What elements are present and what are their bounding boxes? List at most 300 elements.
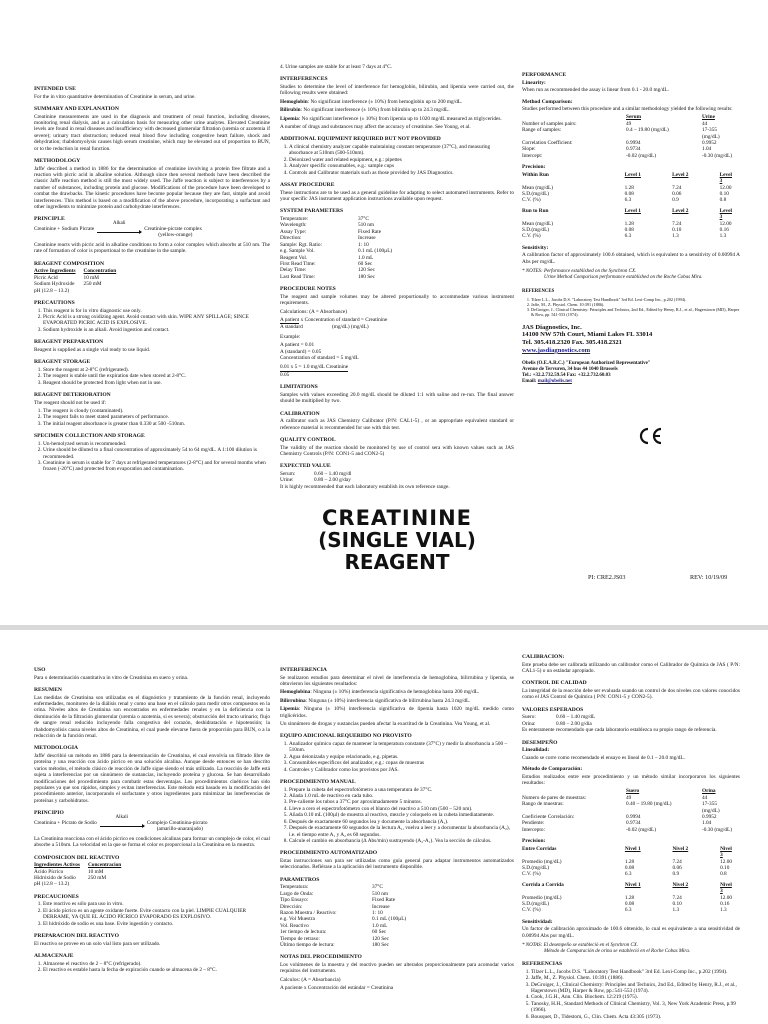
table-cell: 0.9952	[702, 140, 717, 147]
parameter-label: 1er tiempo de lectura:	[280, 929, 327, 936]
table-cell: Promedio (mg/dL)	[522, 858, 562, 865]
list-item: 1. Analizador químico capaz de mantener la temperatura constante (37°C) y medir la absorbancia a 500 – 510nm.	[289, 741, 514, 754]
table-cell: 7.24	[672, 894, 682, 901]
assay-procedure-heading: ASSAY PROCEDURE	[280, 182, 335, 189]
table-row	[522, 127, 740, 140]
parameter-label: e.g. Vol Muestra	[280, 916, 315, 923]
reagent-concentration	[84, 288, 125, 294]
expected-note: It is highly recommended that each laboratory establish its own reference range.	[280, 483, 450, 490]
lipemia-interference	[280, 116, 514, 122]
list-item: 2. Agua deionizada y equipo relacionado, e.g. pipetas.	[289, 754, 514, 760]
list-item: 2. Urine should be diluted to a final concentration of approximately 54 to 64 mg/dL. A 1:100 dilution is recommended.	[43, 447, 270, 460]
reagent-preparation-heading: REAGENT PREPARATION	[34, 339, 104, 346]
performance-notes	[522, 269, 740, 281]
list-item: 4. Lleve a cero el espectrofotómetro con el blanco del reactivo a 510 nm (500 – 520 nm).	[289, 806, 514, 812]
list-item: 5. Añada 0.10 mL (100µl) de muestra al reactivo, mezcle y coloquelo en la cubeta inmediatamente.	[289, 812, 514, 818]
list-item: 1. Almacene el reactivo de 2 – 8°C (refrigerado).	[43, 961, 270, 967]
list-item: 3. Reagent should be protected from light when not in use.	[43, 380, 270, 386]
table-cell: 0.9	[672, 197, 679, 204]
precautions-heading: PRECAUTIONS	[34, 299, 75, 306]
calculation-formula	[280, 317, 514, 331]
example-calc-denominator: 0.05	[280, 371, 290, 378]
table-cell: 7.24	[672, 220, 682, 227]
table-cell: 0.10	[720, 865, 730, 871]
list-item: 7. Después de exactamente 60 segundos de la lectura A₁, vuelva a leer y a documentar la absorbancia (A₂), i.e. el tiempo entre A₁ y A₂ es 60 segundos.	[289, 825, 514, 838]
parameter-value: 37°C	[358, 216, 369, 223]
performance-heading: PERFORMANCE	[522, 72, 567, 78]
reagent-preparation-text: Reagent is supplied as a single vial ready to use liquid.	[34, 346, 151, 353]
list-item: 4. Controls and Calibrator materials such as those provided by JAS Diagnostics.	[289, 170, 514, 176]
example-calc-numerator: 0.01 x 5 = 1.0 mg/dL Creatinine	[280, 364, 349, 371]
list-item: 6. Después de exactamente 60 segundos lea y documente la absorbancia (A₁).	[289, 819, 514, 825]
reagent-concentration: 250 mM	[87, 874, 107, 881]
table-cell: 6.3	[624, 197, 632, 204]
valores-value: 0.80 – 2.00 g/día	[556, 720, 592, 727]
sensitividad-heading: Sensitividad:	[522, 918, 553, 925]
table-row	[522, 871, 740, 877]
english-column-1	[34, 86, 270, 606]
automatizado-heading: PROCEDIMIENTO AUTOMATIZADO	[280, 850, 378, 857]
list-item: 2. El reactivo es estable hasta la fecha de expiración cuando se almacena de 2 – 8°C.	[43, 967, 270, 973]
parameter-value: 37°C	[372, 884, 383, 891]
english-column-2	[280, 64, 514, 564]
reagent-concentration: 10 mM	[87, 868, 104, 875]
company-name: JAS Diagnostics, Inc.	[522, 323, 582, 331]
table-row	[34, 881, 129, 887]
procedure-notes-heading: PROCEDURE NOTES	[280, 286, 336, 293]
table-cell: 44	[702, 120, 708, 127]
parameter-label: Sample: Rgt. Ratio:	[280, 241, 322, 248]
table-cell: 0.16	[720, 901, 730, 908]
list-item: 3. Consumibles específicos del analizador, e.g.: copas de muestras	[289, 760, 514, 766]
precision-heading: Precision:	[522, 164, 546, 171]
resumen-text: Las medidas de Creatinina son utilizadas en el diagnóstico y tratamiento de la función renal, incluyendo enfermedades, monitoreo de la diálisis renal y como una base en el cálculo para medir otros compuestos en la orina. Niveles altos de Creatinina son encontrados en enfermedades renales y en la deficiencia con la disminución de la filtración glomerular (uremia o azotemia, si es severa); obstrucción del tracto urinario; flujo de sangre renal reducido incluyendo falla congestiva del corazón, deshidratación e hipotensión; la rhabdomyolisis causa niveles altos de Creatinina, el cual puede elevarse fuera de proporción para BUN, o a la reducción de la función renal.	[34, 694, 270, 740]
list-item: 6. Bousquet, D., Tidestom, G., Clin. Chem. Acta 43:305 (1973).	[531, 1014, 740, 1020]
limitations-text: Samples with values exceeding 20.0 mg/dL should be diluted 1:1 with saline and re-run. The final answer should be multiplied by two.	[280, 391, 514, 405]
note-line: * NOTAS: El desempeño se estableció en el Synchron CX.	[522, 943, 639, 949]
valores-note: Es enteramente recomendado que cada laboratorio establezca su propio rango de referencia.	[522, 727, 717, 734]
principio-heading: PRINCIPIO	[34, 810, 64, 817]
table-cell: 1.04	[702, 820, 712, 827]
parameter-value: 1.0 mL	[358, 254, 374, 261]
table-row	[522, 153, 740, 159]
reaction-equation	[34, 221, 270, 239]
system-parameters	[280, 216, 514, 280]
within-run-header: Within Run	[522, 171, 549, 178]
formula-denominator-right: (mg/dL) (mg/dL)	[331, 324, 369, 331]
quality-control-text: The validity of the reaction should be monitored by use of control sera with known values such as JAS Chemistry Controls (P/N: CON1-5 and CON2-5)	[280, 444, 514, 457]
parameter-value: Increase	[372, 903, 390, 910]
level-header: Level 2	[672, 171, 689, 178]
column-header-orina: Orina	[702, 788, 716, 795]
product-title-line-1: CREATININE	[322, 506, 472, 530]
ec-rep-email-link[interactable]: mail@obelis.net	[537, 378, 572, 384]
table-row	[522, 233, 740, 239]
control-calidad-heading: CONTROL DE CALIDAD	[522, 680, 587, 687]
table-cell: 0.9952	[702, 814, 717, 821]
reaction-catalyst: Alkali	[112, 221, 126, 227]
product-title	[282, 508, 512, 573]
reagent-concentration	[88, 881, 129, 887]
interferences-more: A number of drugs and substances may affect the accuracy of creatinine. See Young, et al.	[280, 124, 471, 131]
ingredientes-header: Ingredientes Activos	[34, 862, 80, 869]
method-comparison-heading: Method Comparison:	[522, 98, 573, 105]
table-cell: 0.9994	[626, 140, 641, 147]
reaction-reactants: Creatinine + Sodium Picrate	[34, 226, 95, 233]
procedure-notes-text: The reagent and sample volumes may be altered proportionally to accommodate various instrument requirements.	[280, 293, 514, 307]
assay-procedure-text: These instructions are to be used as a general guideline for adapting to select automated instruments. Refer to your specific JAS instrument application instructions available upon request.	[280, 189, 514, 203]
list-item: 1. This reagent is for in vitro diagnostic use only.	[43, 308, 270, 314]
level-header: Level 3	[719, 171, 732, 185]
references-list	[522, 297, 740, 318]
table-cell: S.D.(mg/dL)	[522, 190, 550, 197]
principle-text: Creatinine reacts with picric acid in alkaline conditions to form a color complex which absorbs at 510 nm. The rate of formation of color is proportional to the creatinine in the sample.	[34, 241, 270, 255]
intended-use-text: For the in vitro quantitative determination of Creatinine in serum, and urine.	[34, 93, 196, 100]
list-item: 3. El hidróxido de sodio es una base. Evite ingestión y contacto.	[43, 921, 270, 927]
resumen-heading: RESUMEN	[34, 687, 62, 693]
parameter-label: First Read Time:	[280, 260, 316, 267]
reagent-concentration: 250 mM	[83, 281, 102, 288]
table-cell: 1.28	[624, 858, 635, 865]
table-cell: 0.08	[624, 901, 635, 908]
list-item: 1. Tilzer L.L., Jacobs D.S. "Laboratory Test Handbook" 3rd Ed. Lexi-Comp Inc., p.202 (1994).	[531, 969, 740, 975]
parameter-value: 0.1 mL (100µL)	[358, 248, 393, 255]
hemoglobina-interference	[280, 689, 514, 695]
table-cell: Intercept:	[522, 152, 543, 159]
notas-heading: NOTAS DEL PROCEDIMIENTO	[280, 954, 362, 961]
table-cell: 1.3	[719, 233, 727, 240]
preparacion-text: El reactivo se provee en un solo vial listo para ser utilizado.	[34, 940, 161, 947]
corrida-a-corrida-table	[522, 882, 740, 914]
spanish-column-2	[280, 667, 514, 1024]
level-header: Nivel 1	[624, 881, 641, 888]
example-calculation	[280, 364, 514, 378]
parameter-value: 1: 10	[358, 241, 369, 248]
parameter-label: Reagent Vol.	[280, 254, 308, 261]
lipemia-label: Lipemia	[280, 706, 299, 713]
list-item: 2. The reagent fails to meet stated parameters of performance.	[43, 414, 270, 420]
expected-row	[280, 477, 420, 483]
preparacion-heading: PREPARACION DEL REACTIVO	[34, 932, 119, 939]
level-header: Level 3	[719, 207, 732, 221]
table-cell: 12.00	[720, 894, 732, 901]
table-row	[34, 288, 124, 294]
website-link[interactable]: www.jasdiagnostics.com	[522, 346, 591, 354]
list-item: 1. Store the reagent at 2-8°C (refrigerated).	[43, 367, 270, 373]
within-run-table	[522, 172, 740, 204]
parameter-label: Last Read Time:	[280, 273, 316, 280]
parameter-value: 510 nm	[358, 222, 375, 229]
hemoglobin-interference	[280, 99, 514, 105]
formula-numerator: A patient	[280, 316, 300, 323]
parameter-value: 1: 10	[372, 909, 383, 916]
valores-value: 0.60 – 1.40 mg/dL	[556, 714, 596, 721]
column-header-urine: Urine	[702, 114, 715, 121]
list-item: 4. Controles y Calibrador como los provistos por JAS.	[289, 767, 514, 773]
expected-label: Urine:	[280, 477, 294, 484]
system-parameters-heading: SYSTEM PARAMETERS	[280, 208, 344, 215]
calculos-formula: A paciente x Concentración del estándar = Creatinina	[280, 985, 394, 992]
active-ingredients-header: Active Ingredients	[34, 268, 76, 275]
table-cell: -0.02 (mg/dL)	[626, 826, 657, 833]
table-cell: 0.9734	[626, 820, 641, 827]
column-header-serum: Serum	[626, 114, 642, 121]
product-insert-code: PI: CRE2.JS03	[588, 574, 626, 581]
parameter-label: Temperature:	[280, 216, 309, 223]
note-line: Método de Comparación de orina se estableció en el Roche Cobas Mira.	[544, 949, 691, 955]
calibracion-heading: CALIBRACIÓN:	[522, 654, 565, 660]
table-cell: 0.06	[672, 865, 682, 871]
manual-heading: PROCEDIMIENTO MANUAL	[280, 779, 356, 786]
list-item: 5. Tanosky, H.H., Standard Methods of Clinical Chemistry, Vol. 3, New York Academic Press, p.99 (1966).	[531, 1001, 740, 1014]
parameter-label: Último tiempo de lectura:	[280, 941, 335, 948]
table-cell: 1.04	[702, 146, 712, 153]
spanish-column-3	[522, 654, 740, 1024]
manual-list	[280, 787, 514, 845]
list-item: 2. Jaffe, M., Z. Physiol. Chem. 10:391 (1886).	[531, 302, 740, 307]
parameter-value: 60 Sec	[358, 260, 373, 267]
list-item: 3. Pre-caliente los tubos a 37°C por aproximadamente 5 minutos.	[289, 799, 514, 805]
hemoglobina-label: Hemoglobina	[280, 689, 311, 696]
table-cell: 0.08	[624, 865, 635, 871]
list-item: 1. Prepare la cubeta del espectrofotómetro a una temperatura de 37°C.	[289, 787, 514, 793]
table-cell: 44	[702, 794, 708, 801]
formula-numerator-right: x Concentration of standard = Creatinine	[300, 316, 388, 323]
table-cell: 49	[626, 120, 632, 127]
parameter-label: e.g. Sample Vol.	[280, 248, 315, 255]
example-line: A patient = 0.01	[280, 342, 315, 349]
reagent-concentration: 10 mM	[83, 274, 99, 281]
composicion-table	[34, 862, 129, 888]
linealidad-heading: Linealidad:	[522, 747, 550, 754]
table-cell: Promedio (mg/dL)	[522, 894, 562, 901]
metodologia-text: Jaffe' describió un método en 1886 para la determinación de Creatinina, el cual envolvía un filtrado libre de proteína y una reacción con ácido pícrico en una solución alcalina. Aunque desde entonces se han descrito varios métodos, el método clásico de reacción de Jaffe sigue siendo el más utilizado. La reacción de Jaffe está sujeta a interferencias por un sinnúmero de sustancias, incluyendo proteína y glucosa. Se han desarrollado modificaciones del procedimiento para combatir estas desventajas. Los procedimientos cinéticos han sido populares ya que son rápidos, simples y evitan interferencias. Este método está basado en la modificación del procedimiento anterior, incorporando el surfactante y otros ingredientes para minimizar las interferencias de proteínas y carbohidratos.	[34, 753, 270, 804]
almacenaje-list	[34, 961, 270, 974]
bilirrubina-value: : Ninguna (± 10%) interferencia significativa de bilirrubina hasta 24.3 mg/dL.	[305, 697, 471, 704]
table-cell: 0.9734	[626, 146, 641, 153]
principle-heading: PRINCIPLE	[34, 216, 65, 223]
valores-heading: VALORES ESPERADOS	[522, 706, 584, 713]
level-header: Level 2	[672, 207, 689, 214]
parameter-value: 180 Sec	[372, 941, 389, 948]
table-cell: Coeficiente Correlación:	[522, 814, 575, 821]
equipo-list	[280, 741, 514, 773]
list-item: 2. Deionized water and related equipment, e.g.: pipettes	[289, 157, 514, 163]
hemoglobin-label: Hemoglobin	[280, 98, 308, 105]
equipment-list	[280, 144, 514, 176]
reaction-reactants: Creatinina + Picrato de Sodio	[34, 819, 97, 826]
parameter-label: Dirección:	[280, 903, 303, 910]
valores-label: Suero:	[522, 714, 536, 721]
uso-heading: USO	[34, 667, 46, 673]
table-row	[522, 907, 740, 913]
summary-text: Creatinine measurements are used in the diagnosis and treatment of renal function, including diseases, monitoring renal dialysis, and as a calculation basis for measuring other urine analytes. Elevated Creatinine levels are found in renal diseases and insufficiency with decreased glomerular filtration (uremia or azotemia if severe); urinary tract obstruction; reduced renal blood flow including congestive heart failure, shock and dehydration; rhabdomyolysis causes high serum creatinine, which may be elevated out of proportion to BUN, or to the reduction in renal function.	[34, 113, 270, 152]
corrida-header: Corrida a Corrida	[522, 881, 564, 888]
list-item: 4. Cook, J.G.H., Ann. Clin. Biochem. 12:219 (1975).	[531, 994, 740, 1000]
table-cell: Range of samples:	[522, 127, 562, 134]
parametros	[280, 884, 514, 948]
parameter-label: Vol. Reactivo	[280, 922, 309, 929]
example-values	[280, 342, 514, 361]
expected-value: 0.80 – 2.00 g/day	[314, 477, 351, 484]
interferences-heading: INTERFERENCES	[280, 76, 328, 83]
calibration-text	[280, 418, 514, 431]
table-cell: S.D.(mg/dL)	[522, 227, 550, 233]
reagent-storage-list	[34, 367, 270, 386]
expected-label: Serum:	[280, 471, 296, 477]
formula-denominator: A standard	[280, 324, 303, 331]
table-cell: Numero de pares de muestras:	[522, 794, 587, 801]
parameter-label: Razon Muestra / Reactivo:	[280, 909, 337, 916]
concentration-header: Concentration	[83, 268, 117, 275]
parameter-label: Wavelength:	[280, 222, 307, 229]
note-line: Urine Method Comparison performance established on the Roche Cobas Mira.	[544, 275, 703, 281]
parameter-label: Tipo Ensayo:	[280, 897, 309, 904]
precauciones-heading: PRECAUCIONES	[34, 893, 79, 900]
parameter-label: Temperatura:	[280, 884, 309, 891]
ec-rep-name: Obelis (O.E.A.R.C.) "European Authorized Representative"	[522, 360, 651, 366]
list-item: 3. DeGroiger, J., Clinical Chemistry: Principles and Technics, 2nd Ed., Edited by Henry, R.J., et al., Hagerstown (MD), Harper & Row, pp. 541-553 (1974).	[531, 307, 740, 317]
lipemia-value: : Ninguna (± 10%) interferencia significativa de lipemia hasta 1020 mg/dL medido como triglicéridos.	[280, 706, 514, 719]
table-cell: 0.40 – 19.80 (mg/dL)	[626, 801, 672, 808]
parameter-value: 120 Sec	[372, 935, 389, 942]
ec-rep-phone: Tel.: +32.2.732.59.54 Fax: +32.2.732.60.03	[522, 372, 611, 378]
reaction-equation-es	[34, 814, 270, 833]
list-item: 3. Analyzer specific consumables, e.g.: sample cups	[289, 163, 514, 169]
table-cell: 1.28	[624, 220, 634, 227]
calculos-heading: Calculos: (A = Absorbancia)	[280, 976, 341, 983]
parameter-value: 180 Sec	[358, 273, 375, 280]
lipemia-label: Lipemia	[280, 115, 299, 122]
bilirrubina-label: Bilirrubina	[280, 697, 306, 704]
entre-corridas-header: Entre Corridas	[522, 845, 557, 852]
method-comparison-text: Studies performed between this procedure and a similar methodology yielded the following results:	[522, 106, 733, 112]
table-cell: 12.00	[719, 220, 732, 227]
table-cell: Mean (mg/dL)	[522, 184, 554, 191]
level-header: Nivel 2	[672, 881, 689, 888]
calibration-heading: CALIBRATION	[280, 410, 320, 417]
table-cell: 0.10	[719, 190, 729, 197]
product-title-line-2: (SINGLE VIAL) REAGENT	[318, 528, 476, 574]
level-header: Nivel 3	[720, 881, 732, 895]
parameter-value: Fixed Rate	[372, 897, 396, 904]
parameter-label: Delay Time:	[280, 267, 307, 274]
level-header: Level 1	[624, 171, 641, 178]
method-comparison-table	[522, 114, 740, 159]
table-cell: 0.10	[672, 227, 682, 233]
list-item: 3. DeGroiger, J., Clinical Chemistry: Principles and Technics, 2nd Ed., Edited by Henry, R.J., et al., Hagerstown (MD), Harper & Row, pp.:541-553 (1974).	[531, 982, 740, 995]
parameter-row	[280, 274, 514, 280]
specimen-list	[34, 441, 270, 473]
reagent-name: pH (12.8 – 13.2)	[34, 881, 70, 888]
reagent-deterioration-list	[34, 408, 270, 427]
desempeno-heading: DESEMPEÑO	[522, 739, 558, 746]
list-item: 8. Calcule el cambio en absorbancia (Δ Abs/min) sustrayendo (A₂-A₁). Vea la sección de cálculos.	[289, 838, 514, 844]
calibracion-text: Este prueba debe ser calibrada utilizando un calibrador como el Calibrador de Química de JAS ( P/N: CAL1-5) o un estándar apropiado.	[522, 661, 740, 674]
run-to-run-table	[522, 208, 740, 240]
parameter-value: 120 Sec	[358, 267, 375, 274]
urine-stability-text: 4. Urine samples are stable for at least 7 days at 4°C.	[280, 64, 392, 70]
table-cell: 1.28	[624, 894, 635, 901]
spanish-column-1	[34, 667, 270, 1024]
linearity-heading: Linearity:	[522, 79, 546, 86]
lipemia-interference-es	[280, 706, 514, 719]
phone-fax: Tel. 305.418.2320 Fax. 305.418.2321	[522, 339, 622, 347]
reaction-arrow	[97, 221, 141, 233]
list-item: 3. The initial reagent absorbance is greater than 0.330 at 500 -510nm.	[43, 421, 270, 427]
list-item: 2. Añada 1.0 mL de reactivo en cada tubo.	[289, 793, 514, 799]
linearity-text: When run as recommended the assay is linear from 0.1 - 20.0 mg/dL.	[522, 87, 669, 94]
reagent-name: Picric Acid	[34, 274, 58, 281]
principio-text: La Creatinina reacciona con el ácido pícrico en condiciones alcalinas para formar un complejo de color, el cual absorbe a 510nm. La velocidad en la que se forma el color es proporcional a la Creatinina en la muestra.	[34, 835, 270, 849]
notas-desempeno	[522, 943, 740, 955]
almacenaje-heading: ALMACENAJE	[34, 952, 74, 959]
table-cell: 0.06	[672, 190, 682, 197]
table-cell: C.V. (%)	[522, 907, 541, 914]
ec-rep-address: Avenue de Tervuren, 34 bus 44 1040 Brussels	[522, 366, 618, 372]
interferencia-heading: INTERFERENCIA	[280, 667, 327, 673]
parametros-heading: PARAMETROS	[280, 876, 320, 883]
table-cell: 6.3	[624, 233, 632, 240]
company-address	[522, 324, 740, 355]
bilirubin-value: : No significant interference (± 10%) from bilirubin up to 24.3 mg/dL.	[300, 107, 450, 114]
metodo-comparacion-text: Estudios realizados entre este procedimiento y un método similar incorporaron los siguientes resultados:	[522, 773, 740, 787]
table-cell: 1.3	[720, 907, 727, 914]
list-item: 1. The reagent is cloudy (contaminated).	[43, 408, 270, 414]
precauciones-list	[34, 901, 270, 927]
table-cell: 0.9	[672, 871, 680, 878]
reaction-product-color: (yellow-orange)	[158, 232, 193, 239]
concentracion-header: Concentracion	[87, 862, 122, 869]
table-cell: Pendiente:	[522, 820, 545, 827]
parameter-label: Direction:	[280, 235, 302, 242]
references-heading: REFERENCES	[522, 289, 555, 295]
hemoglobina-value: : Ninguna (± 10%) interferencia significativa de hemoglobina hasta 200 mg/dL.	[310, 689, 480, 696]
table-cell: Mean (mg/dL)	[522, 220, 554, 227]
table-row	[522, 197, 740, 203]
table-cell: 0.16	[719, 227, 729, 233]
reaction-arrow	[100, 814, 144, 827]
linealidad-text: Cuando se corre como recomendado el ensayo es lineal de 0.1 – 20.0 mg/dL.	[522, 754, 685, 761]
table-cell: -0.30 (mg/dL)	[702, 826, 733, 833]
table-cell: 0.8	[719, 197, 727, 204]
precautions-list	[34, 308, 270, 334]
reagent-deterioration-heading: REAGENT DETERIORATION	[34, 391, 111, 398]
reagent-deterioration-intro: The reagent should not be used if:	[34, 399, 107, 406]
table-cell: 0.10	[672, 901, 682, 908]
parameter-value: 60 Sec	[372, 929, 387, 936]
interferencia-more: Un sinnúmero de drogas y sustancias pueden afectar la exactitud de la Creatinina. Vea Young, et al.	[280, 721, 491, 728]
table-cell: 1.3	[672, 907, 680, 914]
table-cell: Rango de muestras:	[522, 801, 564, 808]
table-cell: 0.08	[624, 190, 634, 197]
bilirubin-interference	[280, 107, 514, 113]
limitations-heading: LIMITATIONS	[280, 384, 318, 391]
table-cell: Intercepto:	[522, 826, 545, 833]
list-item: 2. The reagent is stable until the expiration date when stored at 2-8°C.	[43, 373, 270, 379]
note-line: * NOTES: Performance established on the Synchron CX.	[522, 269, 637, 275]
equipment-heading: ADDITIONAL EQUIPMENT REQUIRED BUT NOT PROVIDED	[280, 136, 441, 143]
table-cell: 12.00	[720, 858, 732, 865]
english-column-3	[522, 72, 740, 472]
level-header: Level 1	[624, 207, 641, 214]
list-item: 1. Un-hemolyzed serum is recommended.	[43, 441, 270, 447]
example-line: A (standard) = 0.05	[280, 348, 322, 355]
table-cell: -0.30 (mg/dL)	[702, 152, 733, 159]
table-cell: 7.24	[672, 858, 682, 865]
table-cell: C.V. (%)	[522, 871, 541, 878]
table-row	[522, 801, 740, 814]
